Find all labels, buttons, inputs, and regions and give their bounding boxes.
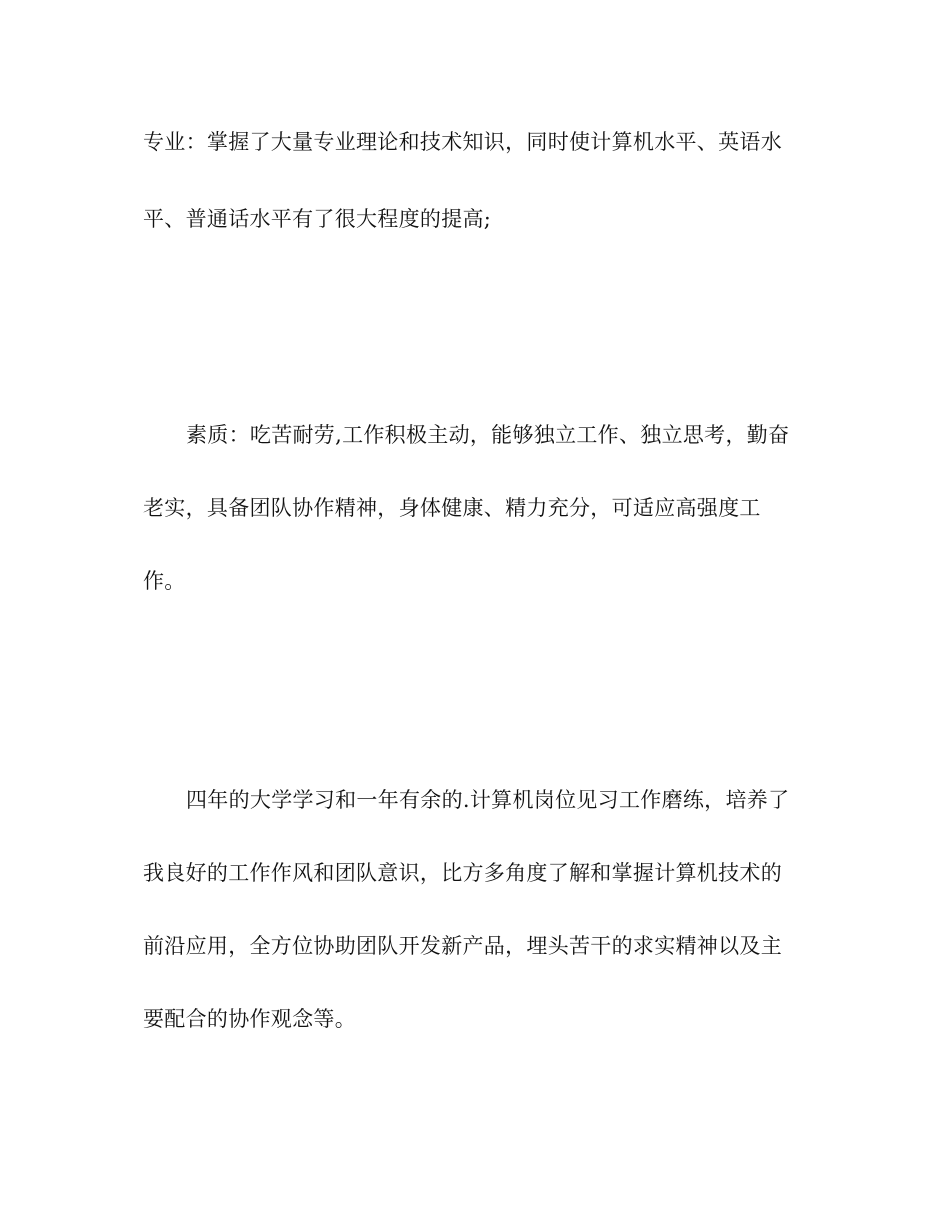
text-line: 专业：掌握了大量专业理论和技术知识，同时使计算机水平、英语水 [143,130,782,154]
text-line: 前沿应用，全方位协助团队开发新产品，埋头苦干的求实精神以及主 [143,934,782,958]
text-line: 作。 [143,569,186,593]
text-line: 素质：吃苦耐劳,工作积极主动，能够独立工作、独立思考，勤奋 [186,423,790,447]
text-line: 平、普通话水平有了很大程度的提高; [143,207,492,231]
text-line: 老实，具备团队协作精神，身体健康、精力充分，可适应高强度工 [143,496,761,520]
text-line: 我良好的工作作风和团队意识，比方多角度了解和掌握计算机技术的 [143,861,782,885]
text-line: 四年的大学学习和一年有余的.计算机岗位见习工作磨练，培养了 [186,788,790,812]
text-line: 要配合的协作观念等。 [143,1007,356,1031]
